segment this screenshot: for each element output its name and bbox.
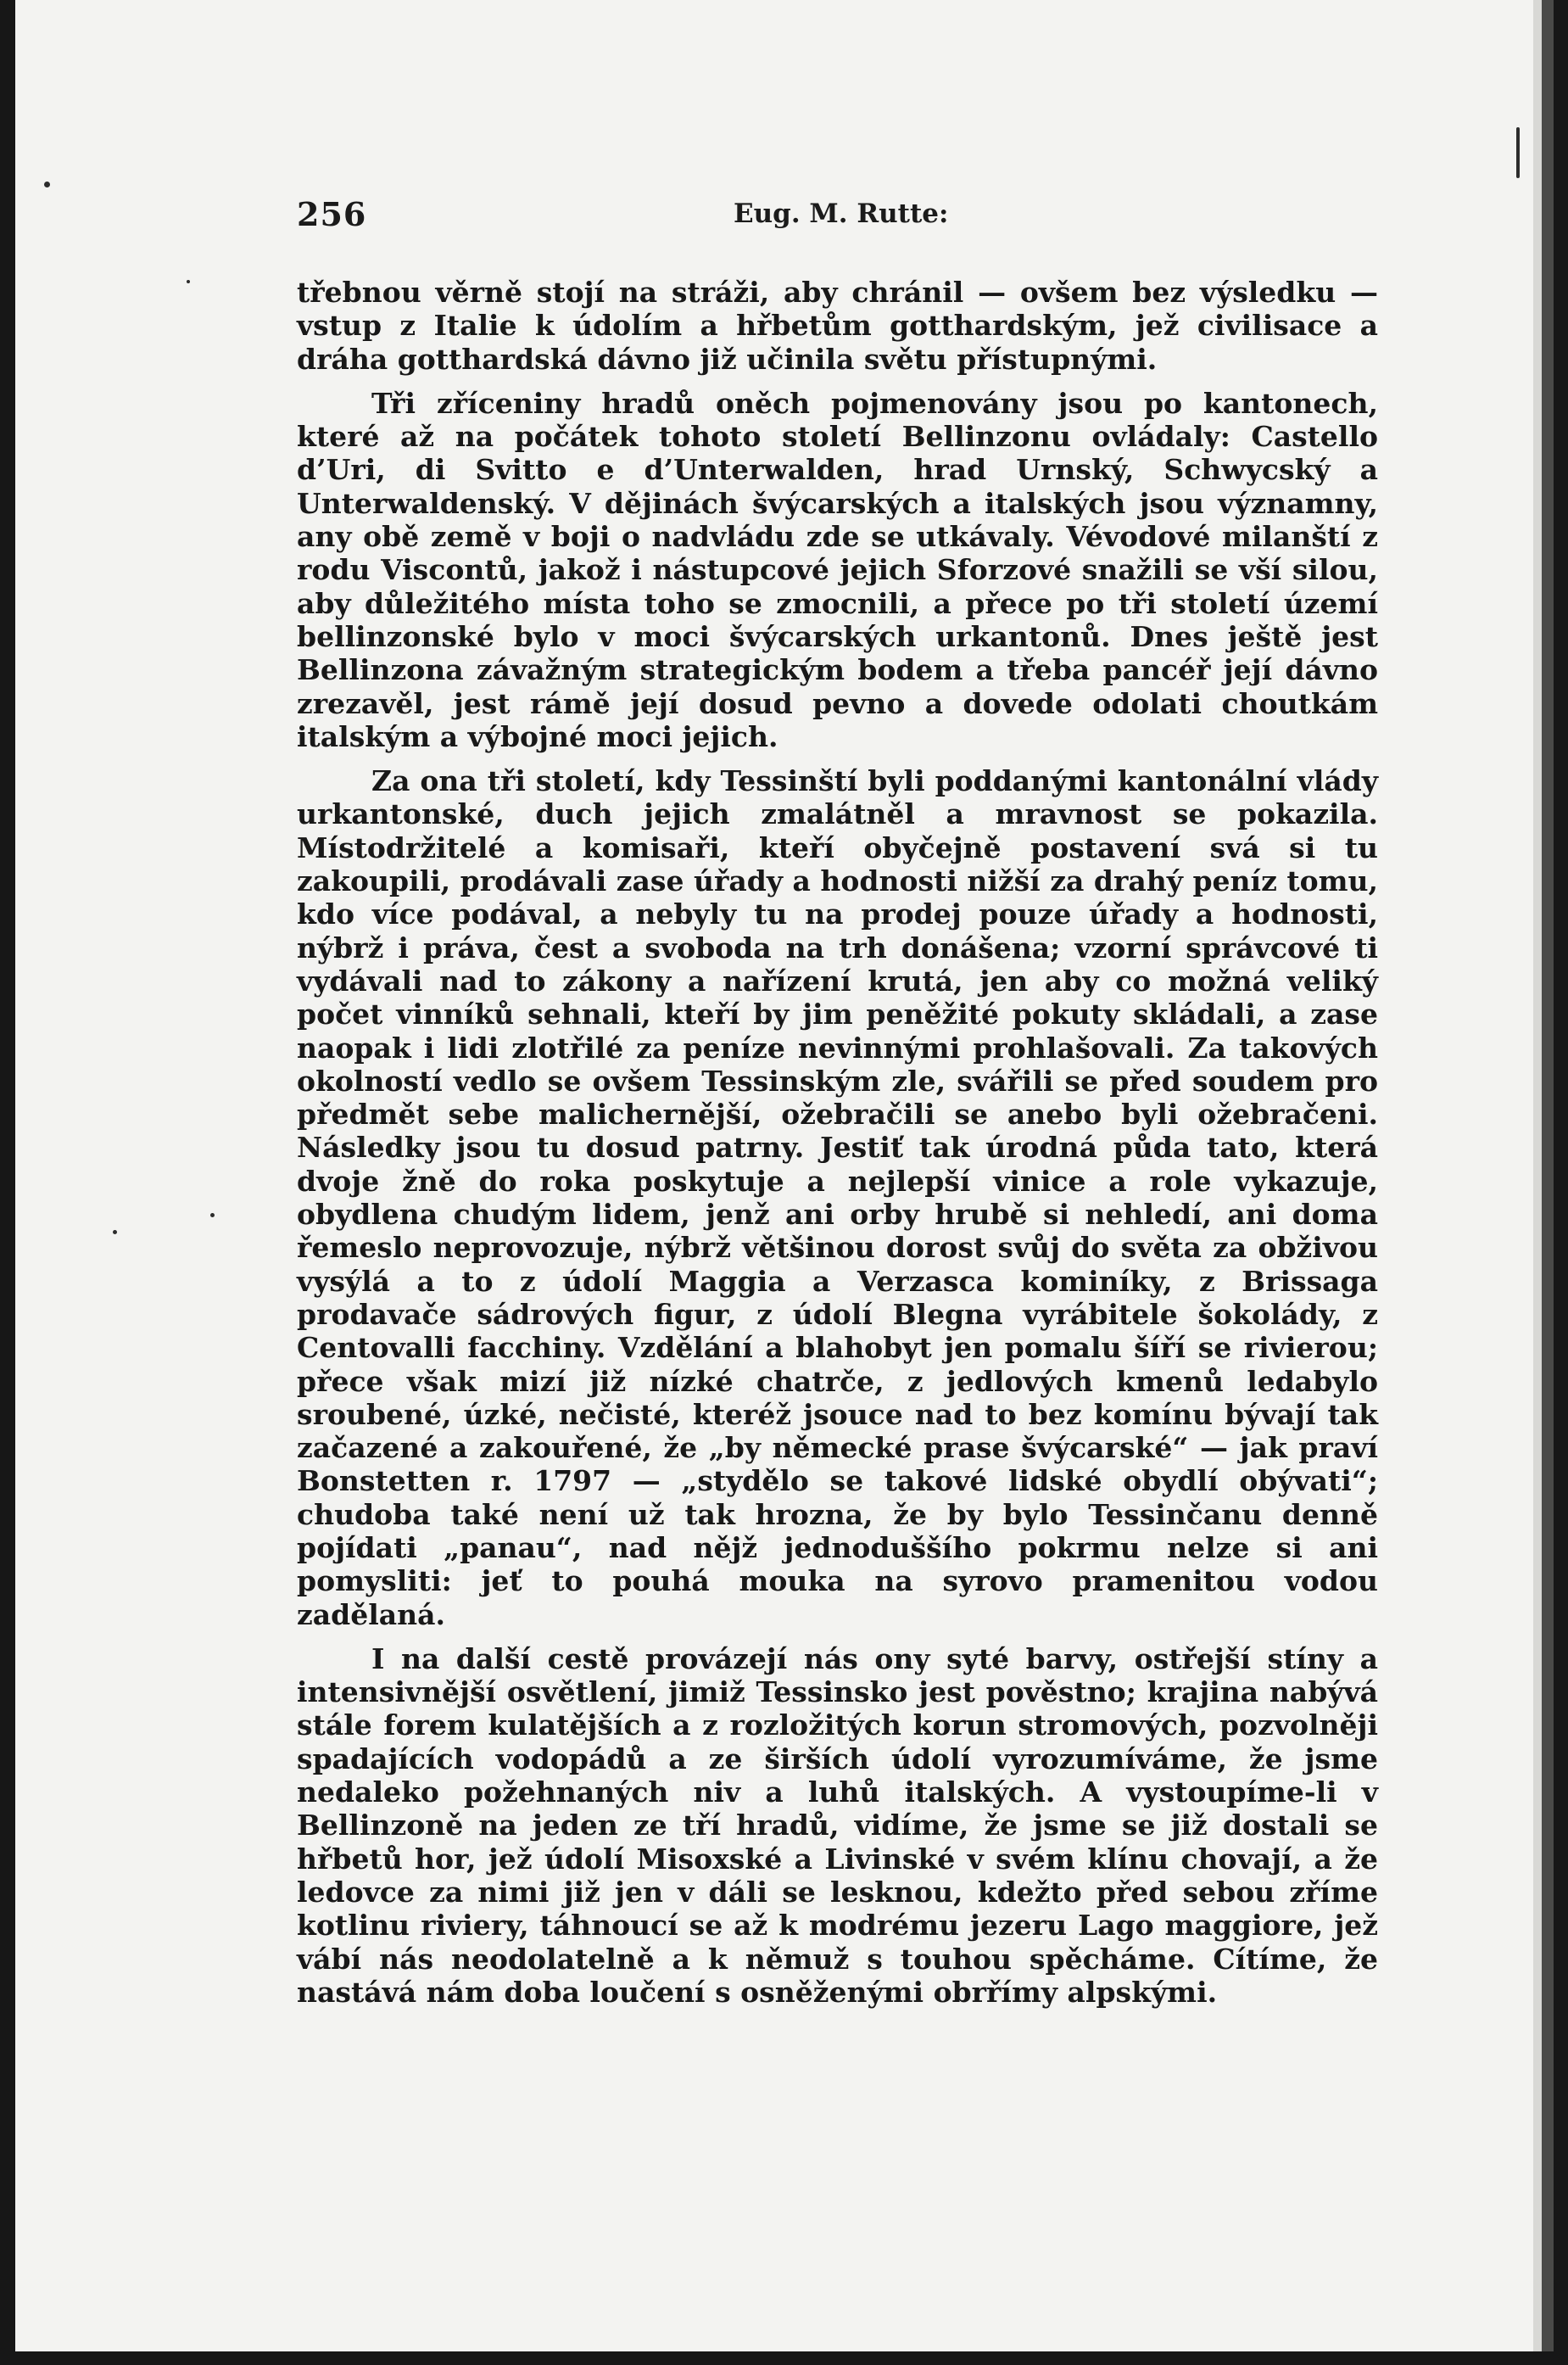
paragraph: I na další cestě provázejí nás ony syté barvy, ostřejší stíny a intensivnější osvětlení, jimiž Tessinsko jest pověstno; krajina nabývá stále forem kulatějších a z rozložitých korun stromových, pozvolněji spadajících vodopádů a ze širších údolí vyrozumíváme, že jsme nedaleko požehnaných niv a luhů italských. A vystoupíme-li v Bellinzoně na jeden ze tří hradů, vidíme, že jsme se již dostali se hřbetů hor, jež údolí Misoxské a Livinské v svém klínu chovají, a že ledovce za nimi již jen v dáli se lesknou, kdežto před sebou zříme kotlinu riviery, táhnoucí se až k modrému jezeru Lago maggiore, jež vábí nás neodolatelně a k němuž s touhou spěcháme. Cítíme, že nastává nám doba loučení s osněženými obrřímy alpskými. [297,1641,1378,2009]
scan-speck [1516,127,1520,178]
body-text [297,276,1378,2020]
paragraph-continued: třebnou věrně stojí na stráži, aby chránil — ovšem bez výsledku — vstup z Italie k údolím a hřbetům gotthardským, jež civilisace a dráha gotthardská dávno již učinila světu přístupnými. [297,276,1378,376]
paragraph: Za ona tři století, kdy Tessinští byli poddanými kantonální vlády urkantonské, duch jejich zmalátněl a mravnost se pokazila. Místodržitelé a komisaři, kteří obyčejně postavení svá si tu zakoupili, prodávali zase úřady a hodnosti nižší za drahý peníz tomu, kdo více podával, a nebyly tu na prodej pouze úřady a hodnosti, nýbrž i práva, čest a svoboda na trh donášena; vzorní správcové ti vydávali nad to zákony a nařízení krutá, jen aby co možná veliký počet vinníků sehnali, kteří by jim peněžité pokuty skládali, a zase naopak i lidi zlotřilé za peníze nevinnými prohlašovali. Za takových okolností vedlo se ovšem Tessinským zle, svářili se před soudem pro předmět sebe malichernější, ožebračili se anebo byli ožebračeni. Následky jsou tu dosud patrny. Jestiť tak úrodná půda tato, která dvoje žně do roka poskytuje a nejlepší vinice a role vykazuje, obydlena chudým lidem, jenž ani orby hrubě si nehledí, ani doma řemeslo neprovozuje, nýbrž většinou dorost svůj do světa za obživou vysýlá a to z údolí Maggia a Verzasca kominíky, z Brissaga prodavače sádrových figur, z údolí Blegna vyrábitele šokolády, z Centovalli facchiny. Vzdělání a blahobyt jen pomalu šíří se rivierou; přece však mizí již nízké chatrče, z jedlových kmenů ledabylo sroubené, úzké, nečisté, kteréž jsouce nad to bez komínu bývají tak začazené a zakouřené, že „by německé prase švýcarské“ — jak praví Bonstetten r. 1797 — „stydělo se takové lidské obydlí obývati“; chudoba také není už tak hrozna, že by bylo Tessinčanu denně pojídati „panau“, nad nějž jednoduššího pokrmu nelze si ani pomysliti: jeť to pouhá mouka na syrovo pramenitou vodou zadělaná. [297,764,1378,1631]
scan-speck [113,1230,117,1234]
page-edge-shadow [1542,0,1554,2351]
scan-speck [187,280,190,283]
running-head: Eug. M. Rutte: [734,198,949,229]
page-number: 256 [297,195,367,233]
page-header [297,195,1378,246]
scan-speck [210,1213,215,1217]
book-page [15,0,1542,2351]
scan-speck [44,182,50,187]
page-edge-light [1533,0,1542,2351]
paragraph: Tři zříceniny hradů oněch pojmenovány jsou po kantonech, které až na počátek tohoto století Bellinzonu ovládaly: Castello d’Uri, di Svitto e d’Unterwalden, hrad Urnský, Schwycský a Unterwaldenský. V dějinách švýcarských a italských jsou významny, any obě země v boji o nadvládu zde se utkávaly. Vévodové milanští z rodu Viscontů, jakož i nástupcové jejich Sforzové snažili se vší silou, aby důležitého místa toho se zmocnili, a přece po tři století území bellinzonské bylo v moci švýcarských urkantonů. Dnes ještě jest Bellinzona závažným strategickým bodem a třeba pancéř její dávno zrezavěl, jest rámě její dosud pevno a dovede odolati choutkám italským a výbojné moci jejich. [297,386,1378,753]
